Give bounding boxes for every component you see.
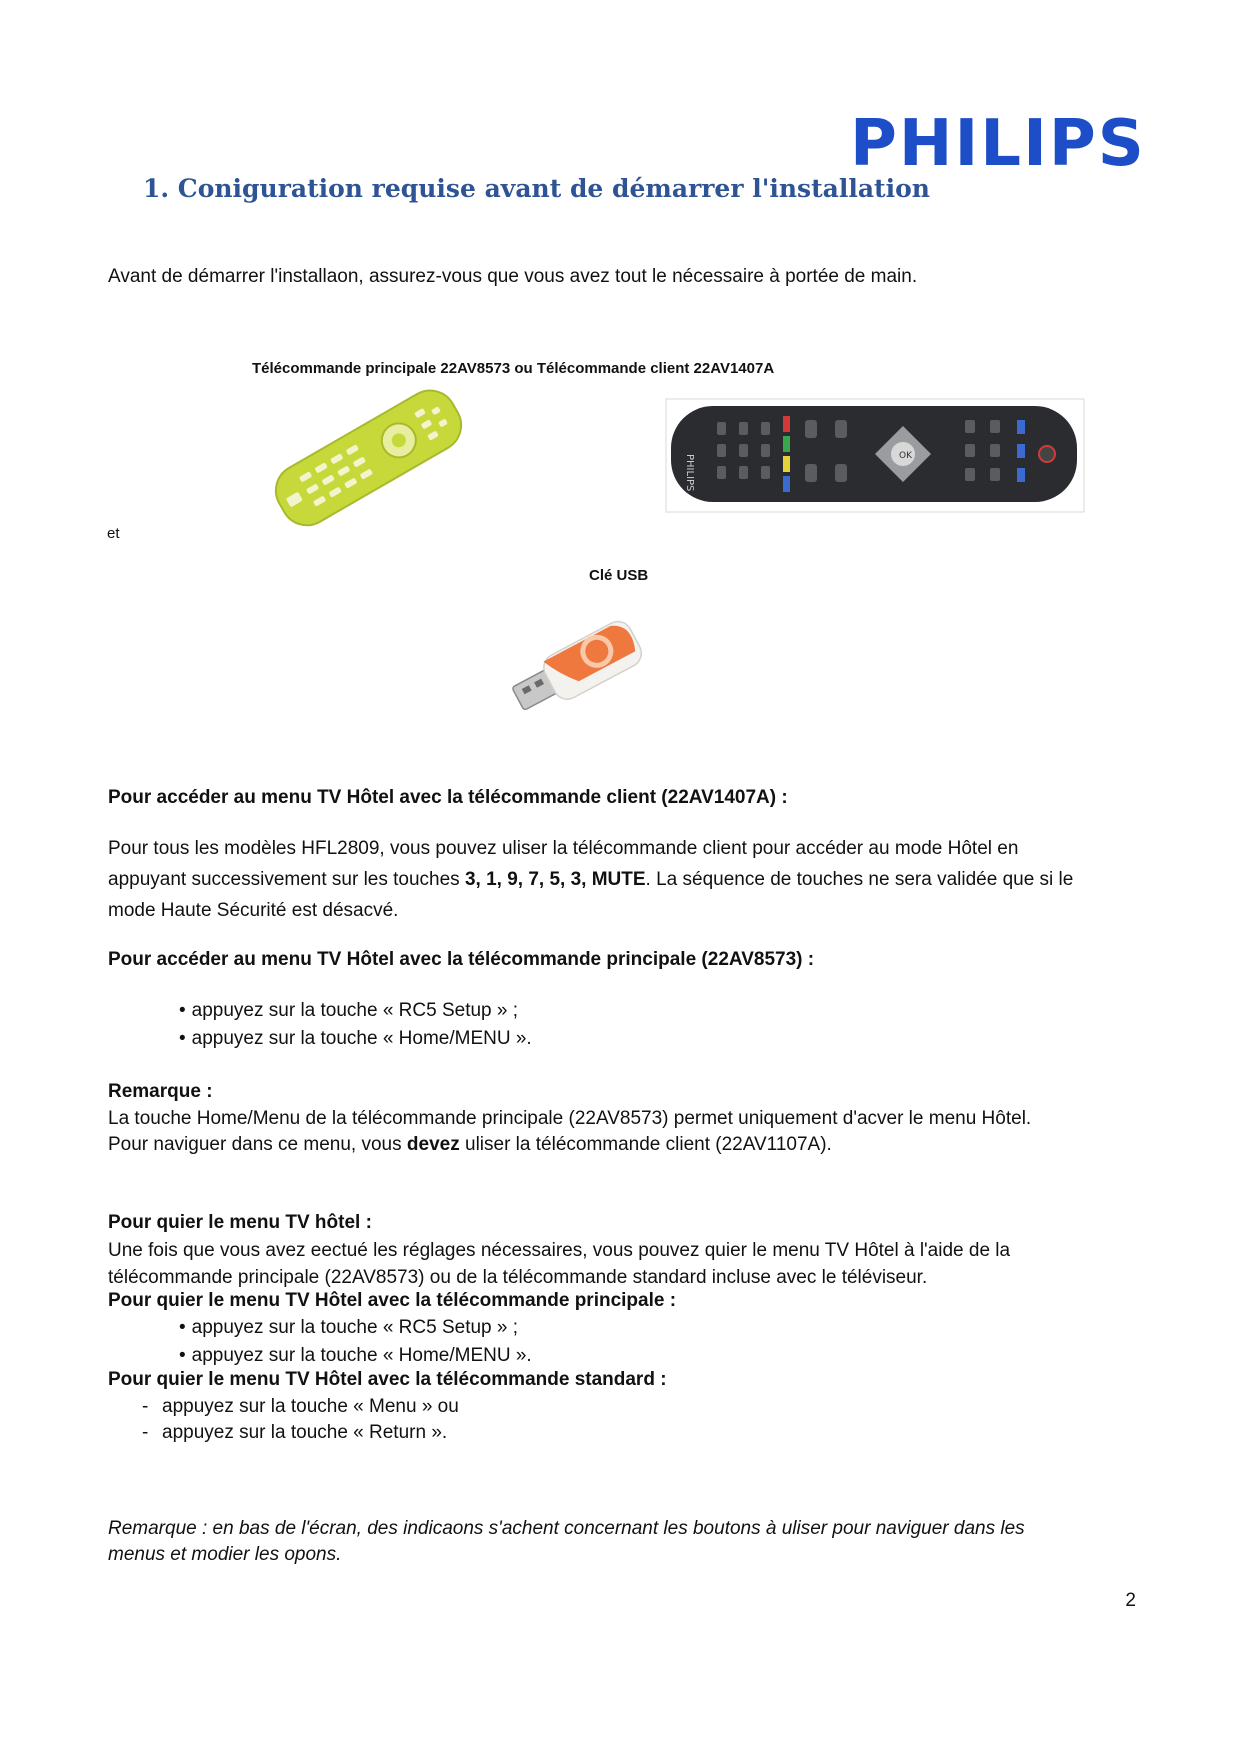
client-remote-heading: Pour accéder au menu TV Hôtel avec la télécommande client (22AV1407A) :	[108, 787, 788, 808]
and-label: et	[107, 525, 120, 542]
exit-std-heading: Pour quier le menu TV Hôtel avec la télécommande standard :	[108, 1369, 667, 1390]
list-item: - appuyez sur la touche « Menu » ou	[142, 1394, 459, 1420]
remark-line-1: La touche Home/Menu de la télécommande principale (22AV8573) permet uniquement d'acver le menu Hôtel.	[108, 1108, 1032, 1129]
intro-text: Avant de démarrer l'installaon, assurez-vous que vous avez tout le nécessaire à portée de main.	[108, 266, 918, 287]
remotes-caption: Télécommande principale 22AV8573 ou Télécommande client 22AV1407A	[252, 360, 775, 377]
remark-heading: Remarque :	[108, 1081, 213, 1102]
exit-paragraph: Une fois que vous avez eectué les réglages nécessaires, vous pouvez quier le menu TV Hôtel à l'aide de la télécommande principale (22AV8573) ou de la télécommande standard incluse avec le téléviseur.	[108, 1240, 1011, 1288]
list-item: • appuyez sur la touche « Home/MENU ».	[179, 1025, 532, 1053]
main-remote-heading: Pour accéder au menu TV Hôtel avec la télécommande principale (22AV8573) :	[108, 949, 815, 970]
list-item: • appuyez sur la touche « Home/MENU ».	[179, 1342, 532, 1370]
remark-text	[108, 1106, 1031, 1158]
footer-remark: Remarque : en bas de l'écran, des indicaons s'achent concernant les boutons à uliser pour naviguer dans les menus et modier les opons.	[108, 1518, 1025, 1565]
remark-line-2: Pour naviguer dans ce menu, vous devez uliser la télécommande client (22AV1107A).	[108, 1134, 832, 1155]
client-remote-paragraph: Pour tous les modèles HFL2809, vous pouvez uliser la télécommande client pour accéder au mode Hôtel en appuyant successivement sur les touches 3, 1, 9, 7, 5, 3, MUTE. La séquence de touches ne sera validée que si le mode Haute Sécurité est désacvé.	[108, 838, 1074, 921]
main-remote-image	[258, 382, 478, 532]
usb-caption: Clé USB	[589, 567, 649, 584]
main-remote-steps	[179, 997, 532, 1053]
svg-text:PHILIPS: PHILIPS	[684, 454, 695, 492]
section-title: 1. Coniguration requise avant de démarrer l'installation	[143, 174, 930, 203]
exit-main-steps	[179, 1314, 532, 1370]
list-item: • appuyez sur la touche « RC5 Setup » ;	[179, 997, 532, 1025]
exit-std-steps	[142, 1394, 459, 1446]
usb-key-image	[508, 612, 658, 727]
exit-heading: Pour quier le menu TV hôtel :	[108, 1212, 372, 1233]
philips-logo: PHILIPS	[850, 107, 1146, 181]
svg-text:OK: OK	[899, 451, 912, 461]
list-item: • appuyez sur la touche « RC5 Setup » ;	[179, 1314, 532, 1342]
exit-main-heading: Pour quier le menu TV Hôtel avec la télécommande principale :	[108, 1290, 677, 1311]
client-remote-image	[665, 398, 1085, 513]
page-number: 2	[1125, 1590, 1136, 1611]
list-item: - appuyez sur la touche « Return ».	[142, 1420, 459, 1446]
